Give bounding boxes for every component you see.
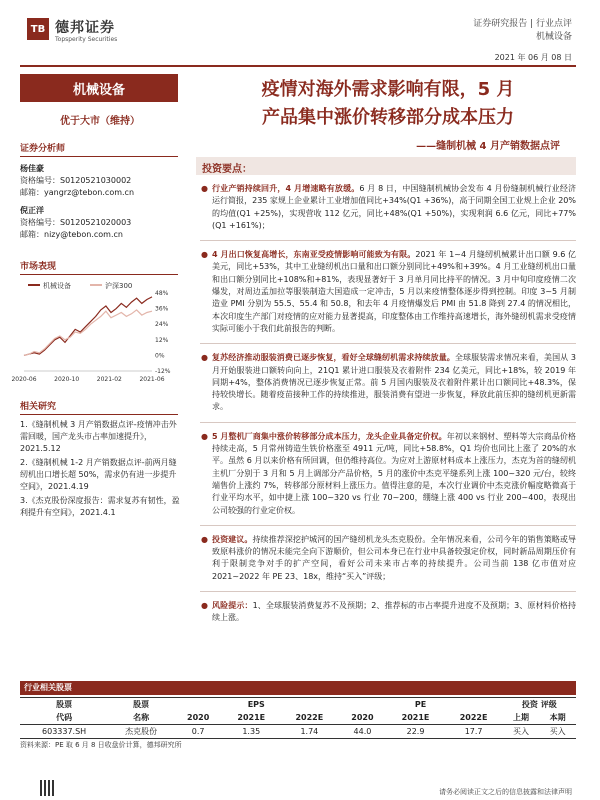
paragraph-body: 全球服装需求情况来看，美国从 3 月开始服装进口额转向向上，21Q1 累计进口服装及衣着附件 234 亿美元，同比+18%，较 2019 年同期+4%，整体消费情况已逐步恢复正常。前 5 月国内服装及衣着附件累计出口额同比+48.3%，保持较快增长。随着疫苗接种工作的持续推进，服装消费有望进一步恢复，释放此前压抑的缝纫机更新需求。	[212, 353, 576, 412]
divider	[200, 422, 576, 423]
paragraph	[200, 249, 576, 335]
paragraph	[200, 183, 576, 232]
report-type: 证券研究报告 | 行业点评	[473, 19, 572, 29]
table-header-row	[20, 698, 576, 712]
bullet-icon: ●	[201, 534, 208, 544]
cell: 22.9	[406, 727, 425, 736]
col-header: 2022E	[459, 713, 488, 722]
cell: 买入	[512, 727, 529, 736]
report-type-block	[473, 18, 572, 44]
series-line	[24, 310, 152, 356]
bullet-icon: ●	[201, 353, 208, 363]
col-header: 上期	[512, 713, 529, 722]
x-tick-label: 2021-02	[96, 376, 122, 383]
cell: 买入	[549, 727, 566, 736]
table-source: 资料来源：PE 取 6 月 8 日收盘价计算，德邦研究所	[20, 741, 182, 749]
divider	[200, 240, 576, 241]
analyst-name: 倪正洋	[20, 206, 44, 215]
analyst-1	[20, 163, 180, 199]
col-header: 股票	[56, 700, 73, 709]
col-header-pe: PE	[414, 700, 427, 709]
report-title-line-2: 产品集中涨价转移部分成本压力	[262, 107, 514, 128]
market-section-title: 市场表现	[20, 259, 178, 275]
x-tick-label: 2020-10	[54, 376, 80, 383]
report-body	[200, 183, 576, 633]
report-title	[196, 76, 580, 132]
market-chart-svg	[11, 279, 180, 387]
col-header: 名称	[133, 713, 150, 722]
paragraph-heading: 5 月整机厂商集中涨价转移部分成本压力，龙头企业具备定价权。	[212, 431, 447, 441]
paragraph-heading: 投资建议。	[212, 534, 253, 544]
paragraph	[200, 431, 576, 517]
y-tick-label: 36%	[155, 305, 169, 313]
cell: 1.74	[300, 727, 319, 736]
rating: 优于大市（维持）	[60, 116, 140, 127]
paragraph-heading: 4 月出口恢复高增长，东南亚受疫情影响可能致为有限。	[212, 250, 416, 260]
category-banner: 机械设备	[20, 74, 178, 102]
legend-label: 沪深300	[105, 282, 133, 290]
paragraph	[200, 600, 576, 625]
analyst-section-title: 证券分析师	[20, 141, 178, 157]
y-tick-label: 0%	[155, 352, 165, 360]
col-header: 2021E	[237, 713, 266, 722]
divider	[200, 591, 576, 592]
col-header-eps: EPS	[247, 700, 265, 709]
bullet-icon: ●	[201, 601, 208, 611]
x-tick-label: 2021-06	[139, 376, 165, 383]
bullet-icon: ●	[201, 250, 208, 260]
analyst-email[interactable]: 邮箱：nizy@tebon.com.cn	[20, 230, 123, 239]
analyst-cert: 资格编号：S0120521020003	[20, 218, 132, 227]
bullet-icon: ●	[201, 184, 208, 193]
company-name-cn: 德邦证券	[55, 20, 115, 36]
related-list	[20, 419, 180, 519]
y-tick-label: -12%	[155, 368, 171, 375]
x-tick-label: 2020-06	[11, 376, 37, 383]
y-tick-label: 24%	[155, 321, 169, 329]
report-industry: 机械设备	[535, 32, 572, 42]
col-header: 代码	[56, 713, 73, 722]
legend-label: 机械设备	[43, 282, 71, 290]
related-section-title: 相关研究	[20, 399, 178, 415]
cell: 44.0	[353, 727, 372, 736]
company-logo-mark: TB	[27, 18, 49, 40]
stock-table	[20, 697, 576, 739]
analyst-email[interactable]: 邮箱：yangrz@tebon.com.cn	[20, 188, 135, 197]
investment-points-label: 投资要点：	[202, 164, 252, 175]
divider	[200, 525, 576, 526]
paragraph-body: 6 月 8 日，中国缝制机械协会发布 4 月份缝制机械行业经济运行简报，235 家规上企业累计工业增加值同比+34%(Q1 +36%)，高于同期全国工业规上企业 20%的均值(Q1 +25%)，实现营收 112 亿元，同比+48%(Q1 +50%)，实现利润 6.6 亿元，同比+77%(Q1 +161%)；	[212, 184, 576, 230]
cell-name: 杰克股份	[125, 727, 158, 736]
market-chart	[11, 279, 180, 391]
analyst-2	[20, 205, 180, 241]
paragraph-body: 年初以来钢材、塑料等大宗商品价格持续走高，5 月常州铸造生铁价格涨至 4911 元/吨，同比+58.8%，Q1 均价也同比上涨了 20%的水平。虽然 6 月以来价格有所回调，但仍维持高位。为应对上游原材料成本上涨压力，杰克为首的缝纫机主机厂分别于 3 月和 5 月上调部分产品价格，5 月的涨价中杰克平缝系列上涨 100~320 元/台，较终端售价上涨约 7%，转移部分原材料上涨压力。值得注意的是，本次行业调价中杰克涨价幅度略微高于行业平均水平，如中捷上涨 100~320 vs 行业 70~200，绷缝上涨 400 vs 行业 200~400，表现出公司较强的行业定价权。	[212, 431, 576, 515]
table-subheader-row	[20, 711, 576, 725]
paragraph-heading: 风险提示：	[212, 601, 253, 611]
col-header-rating: 投资 评级	[521, 700, 557, 709]
report-subtitle: ——缝制机械 4 月产销数据点评	[416, 141, 560, 152]
header-divider	[20, 65, 576, 67]
y-tick-label: 48%	[155, 290, 169, 297]
divider	[200, 343, 576, 344]
y-tick-label: 12%	[155, 336, 169, 344]
cell: 0.7	[191, 727, 205, 736]
report-date: 2021 年 06 月 08 日	[494, 53, 572, 62]
paragraph-body: 持续推荐深挖护城河的国产缝纫机龙头杰克股份。全年情况来看，公司今年的销售策略或导致原料涨价的情况未能完全向下游顺价，但公司本身已在行业中具备较强定价权，同时新品周期压价有利于限制竞争对手的扩产空间，看好公司未来市占率的持续提升。公司当前 138 亿市值对应 2021~2022 年 PE 23、18x，维持“买入”评级；	[212, 534, 577, 581]
col-header: 本期	[549, 713, 566, 722]
col-header: 2021E	[401, 713, 430, 722]
related-item[interactable]: 1.《缝制机械 3 月产销数据点评-疫情冲击外需回暖，国产龙头市占率加速提升》，2021.5.12	[20, 420, 177, 453]
col-header: 2022E	[295, 713, 324, 722]
col-header: 股票	[133, 700, 150, 709]
bullet-icon: ●	[201, 431, 208, 441]
col-header: 2020	[351, 713, 374, 722]
related-item[interactable]: 3.《杰克股份深度报告：需求复苏有韧性，盈利提升有空间》，2021.4.1	[20, 496, 180, 517]
cell: 17.7	[464, 727, 483, 736]
report-title-line-1: 疫情对海外需求影响有限，5 月	[261, 79, 515, 100]
qr-code-icon	[40, 780, 56, 796]
left-sidebar	[11, 74, 180, 521]
analyst-cert: 资格编号：S0120521030002	[20, 176, 132, 185]
paragraph	[200, 534, 576, 583]
paragraph-body: 2021 年 1~4 月缝纫机械累计出口额 9.6 亿美元，同比+53%，其中工业缝纫机出口量和出口额分别同比+49%和+39%。4 月工业缝纫机出口量和出口额分别同比+108%和+81%，表现显著好于 3 月单月同比持平的情况。3 月中旬印度疫情二次爆发，对周边孟加拉等服装制造大国造成一定冲击，5 月以来疫情整体逐步得到控制。印度 3~5 月制造业 PMI 分别为 55.5、55.4 和 50.8，和去年 4 月疫情爆发后 PMI 由 51.8 降到 27.4 的情况相比，本次印度生产部门对疫情的应对能力显著提高，印度整体由工作维持高速增长，海外缝纫机需求受疫情实际可能小于我们此前报告的判断。	[212, 250, 576, 333]
stock-table-title: 行业相关股票	[20, 681, 576, 695]
paragraph	[200, 352, 576, 413]
cell-code: 603337.SH	[42, 727, 87, 736]
col-header: 2020	[187, 713, 210, 722]
footer-disclaimer: 请务必阅读正文之后的信息披露和法律声明	[439, 788, 572, 796]
related-item[interactable]: 2.《缝制机械 1-2 月产销数据点评-前两月缝纫机出口增长超 50%，需求仍有进一步提升空间》，2021.4.19	[20, 458, 177, 491]
company-name-en: Topsperity Securities	[55, 36, 118, 43]
paragraph-heading: 复苏经济推动服装消费已逐步恢复，看好全球缝纫机需求持续放量。	[212, 353, 455, 363]
paragraph-body: 1、全球服装消费复苏不及预期；2、推荐标的市占率提升进度不及预期；3、原材料价格持续上涨。	[212, 601, 577, 623]
cell: 1.35	[242, 727, 261, 736]
paragraph-heading: 行业产销持续回升，4 月增速略有放缓。	[212, 184, 360, 193]
analyst-name: 杨佳豪	[20, 164, 44, 173]
investment-points-bar	[196, 157, 576, 175]
table-row	[20, 725, 576, 739]
